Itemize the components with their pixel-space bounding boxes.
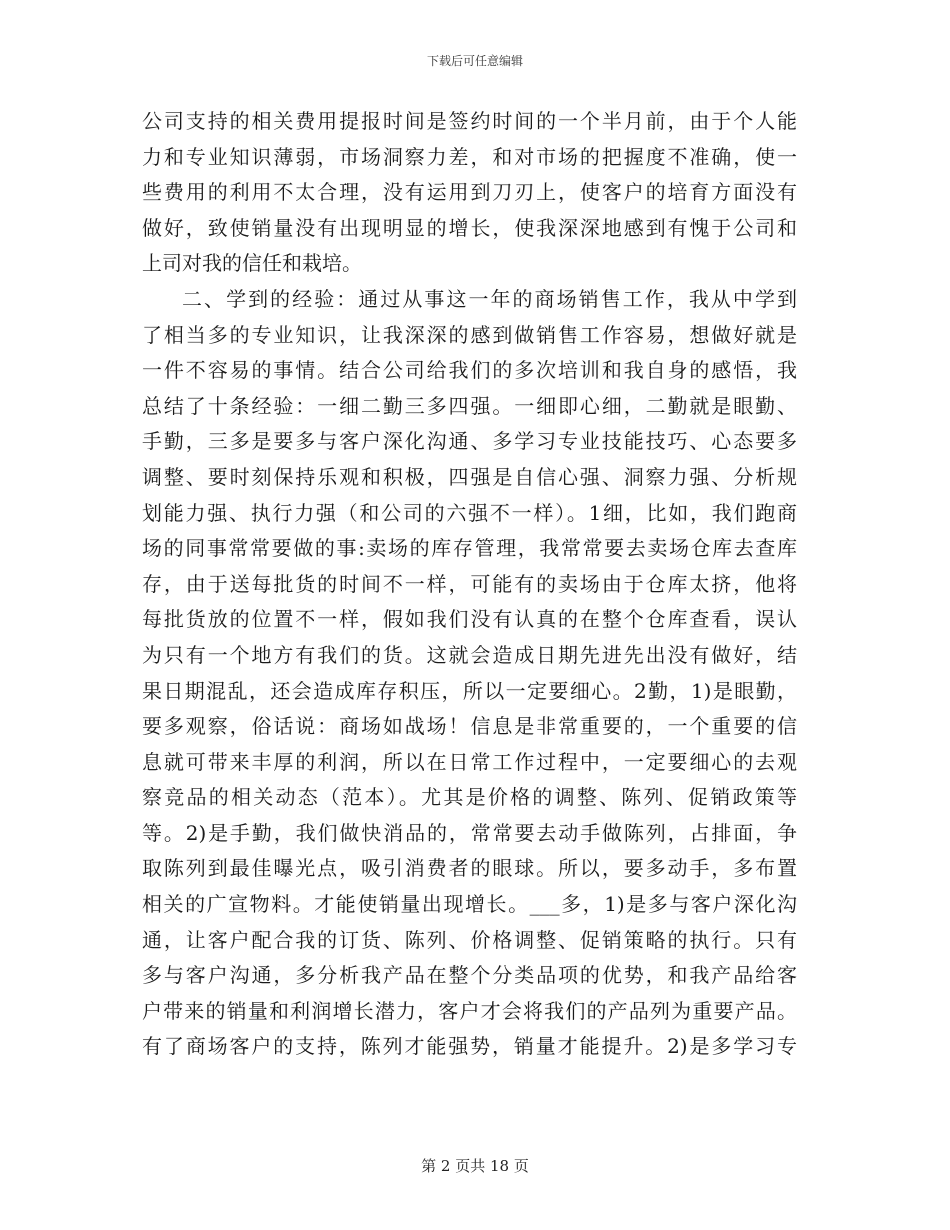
text-line: 等。2)是手勤，我们做快消品的，常常要去动手做陈列，占排面，争 (142, 820, 797, 845)
text-line: 果日期混乱，还会造成库存积压，所以一定要细心。2勤，1)是眼勤， (142, 678, 797, 703)
text-line: 存，由于送每批货的时间不一样，可能有的卖场由于仓库太挤，他将 (142, 571, 797, 596)
text-line: 为只有一个地方有我们的货。这就会造成日期先进先出没有做好，结 (142, 642, 797, 667)
text-line: 了相当多的专业知识，让我深深的感到做销售工作容易，想做好就是 (142, 322, 797, 347)
text-line: 些费用的利用不太合理，没有运用到刀刃上，使客户的培育方面没有 (142, 180, 797, 205)
text-line: 察竞品的相关动态（范本）。尤其是价格的调整、陈列、促销政策等 (142, 785, 797, 810)
body-text (142, 104, 797, 1065)
text-line: 力和专业知识薄弱，市场洞察力差，和对市场的把握度不准确，使一 (142, 144, 797, 169)
text-line: 总结了十条经验：一细二勤三多四强。一细即心细，二勤就是眼勤、 (142, 393, 797, 418)
text-line: 息就可带来丰厚的利润，所以在日常工作过程中，一定要细心的去观 (142, 749, 797, 774)
text-line: 取陈列到最佳曝光点，吸引消费者的眼球。所以，要多动手，多布置 (142, 856, 797, 881)
text-line: 手勤，三多是要多与客户深化沟通、多学习专业技能技巧、心态要多 (142, 429, 797, 454)
text-line: 划能力强、执行力强（和公司的六强不一样）。1细，比如，我们跑商 (142, 500, 797, 525)
text-line: 公司支持的相关费用提报时间是签约时间的一个半月前，由于个人能 (142, 109, 797, 133)
text-line: 户带来的销量和利润增长潜力，客户才会将我们的产品列为重要产品。 (142, 998, 797, 1023)
text-line: 通，让客户配合我的订货、陈列、价格调整、促销策略的执行。只有 (142, 927, 797, 952)
text-line: 做好，致使销量没有出现明显的增长，使我深深地感到有愧于公司和 (142, 215, 797, 240)
text-line: 一件不容易的事情。结合公司给我们的多次培训和我自身的感悟，我 (142, 358, 797, 383)
text-line: 调整、要时刻保持乐观和积极，四强是自信心强、洞察力强、分析规 (142, 464, 797, 489)
text-line: 有了商场客户的支持，陈列才能强势，销量才能提升。2)是多学习专 (142, 1034, 797, 1059)
page-footer: 第 2 页共 18 页 (421, 1157, 529, 1175)
page-header: 下载后可任意编辑 (426, 54, 523, 68)
text-line: 每批货放的位置不一样，假如我们没有认真的在整个仓库查看，误认 (142, 607, 797, 632)
text-line: 多与客户沟通，多分析我产品在整个分类品项的优势，和我产品给客 (142, 963, 797, 988)
text-line: 相关的广宣物料。才能使销量出现增长。___多，1)是多与客户深化沟 (142, 892, 797, 917)
text-line: 要多观察，俗话说：商场如战场！信息是非常重要的，一个重要的信 (142, 714, 797, 739)
text-line: 上司对我的信任和栽培。 (142, 251, 362, 276)
paragraph-start-line: 二、学到的经验：通过从事这一年的商场销售工作，我从中学到 (182, 286, 797, 311)
text-line: 场的同事常常要做的事:卖场的库存管理，我常常要去卖场仓库去查库 (142, 536, 797, 561)
